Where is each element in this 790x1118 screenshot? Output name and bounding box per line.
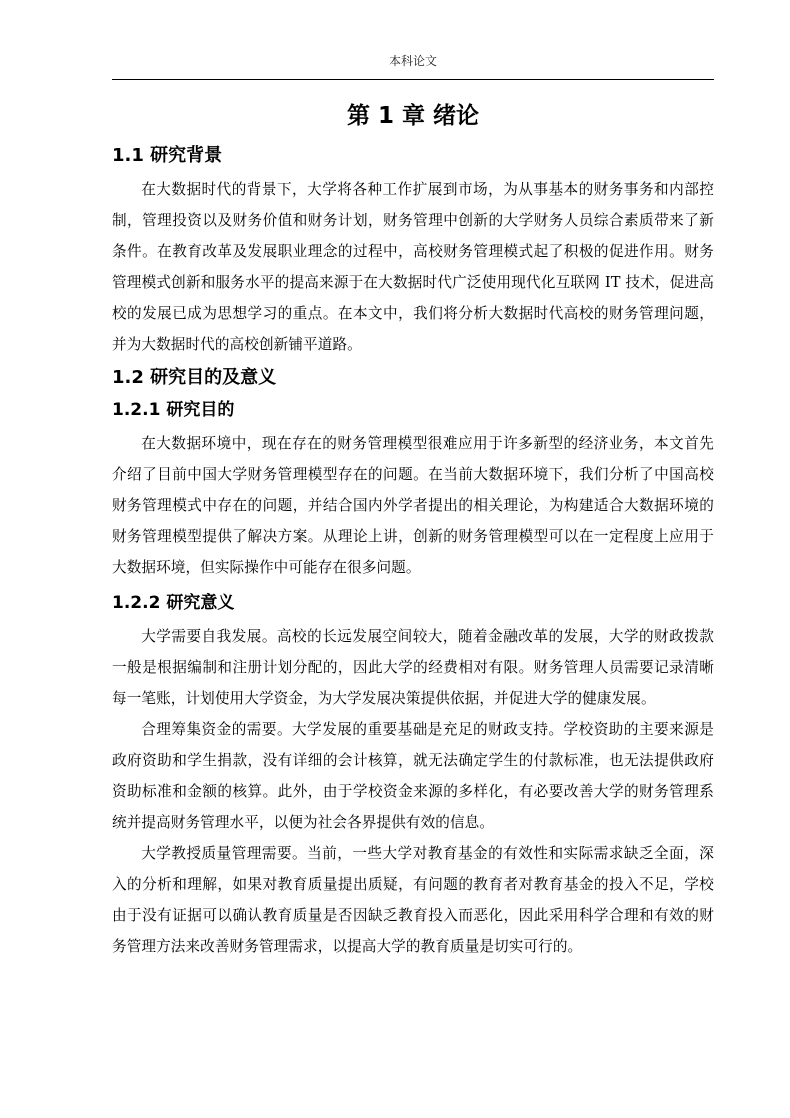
paragraph: 在大数据环境中，现在存在的财务管理模型很难应用于许多新型的经济业务，本文首先介绍了目前中国大学财务管理模型存在的问题。在当前大数据环境下，我们分析了中国高校财务管理模式中存在的问题，并结合国内外学者提出的相关理论，为构建适合大数据环境的财务管理模型提供了解决方案。从理论上讲，创新的财务管理模型可以在一定程度上应用于大数据环境，但实际操作中可能存在很多问题。 — [112, 435, 714, 576]
paragraph: 大学教授质量管理需要。当前，一些大学对教育基金的有效性和实际需求缺乏全面，深入的分析和理解，如果对教育质量提出质疑，有问题的教育者对教育基金的投入不足，学校由于没有证据可以确认教育质量是否因缺乏教育投入而恶化，因此采用科学合理和有效的财务管理方法来改善财务管理需求，以提高大学的教育质量是切实可行的。 — [112, 845, 714, 955]
section-heading-1-1: 1.1 研究背景 — [112, 145, 223, 166]
paragraph: 在大数据时代的背景下，大学将各种工作扩展到市场，为从事基本的财务事务和内部控制，管理投资以及财务价值和财务计划，财务管理中创新的大学财务人员综合素质带来了新条件。在教育改革及发展职业理念的过程中，高校财务管理模式起了积极的促进作用。财务管理模式创新和服务水平的提高来源于在大数据时代广泛使用现代化互联网 IT 技术，促进高校的发展已成为思想学习的重点。在本文中，我们将分析大数据时代高校的财务管理问题，并为大数据时代的高校创新铺平道路。 — [112, 181, 714, 353]
section-heading-1-2: 1.2 研究目的及意义 — [112, 367, 277, 388]
document-body — [112, 98, 714, 962]
header-rule — [112, 79, 714, 80]
paragraph: 合理筹集资金的需要。大学发展的重要基础是充足的财政支持。学校资助的主要来源是政府资助和学生捐款，没有详细的会计核算，就无法确定学生的付款标准，也无法提供政府资助标准和金额的核算。此外，由于学校资金来源的多样化，有必要改善大学的财务管理系统并提高财务管理水平，以便为社会各界提供有效的信息。 — [112, 721, 714, 831]
paragraph: 大学需要自我发展。高校的长远发展空间较大，随着金融改革的发展，大学的财政拨款一般是根据编制和注册计划分配的，因此大学的经费相对有限。财务管理人员需要记录清晰每一笔账，计划使用大学资金，为大学发展决策提供依据，并促进大学的健康发展。 — [112, 628, 714, 707]
page-header: 本科论文 — [388, 54, 437, 68]
section-heading-1-2-1: 1.2.1 研究目的 — [112, 400, 235, 420]
section-heading-1-2-2: 1.2.2 研究意义 — [112, 593, 235, 613]
chapter-title: 第 1 章 绪论 — [346, 103, 480, 129]
